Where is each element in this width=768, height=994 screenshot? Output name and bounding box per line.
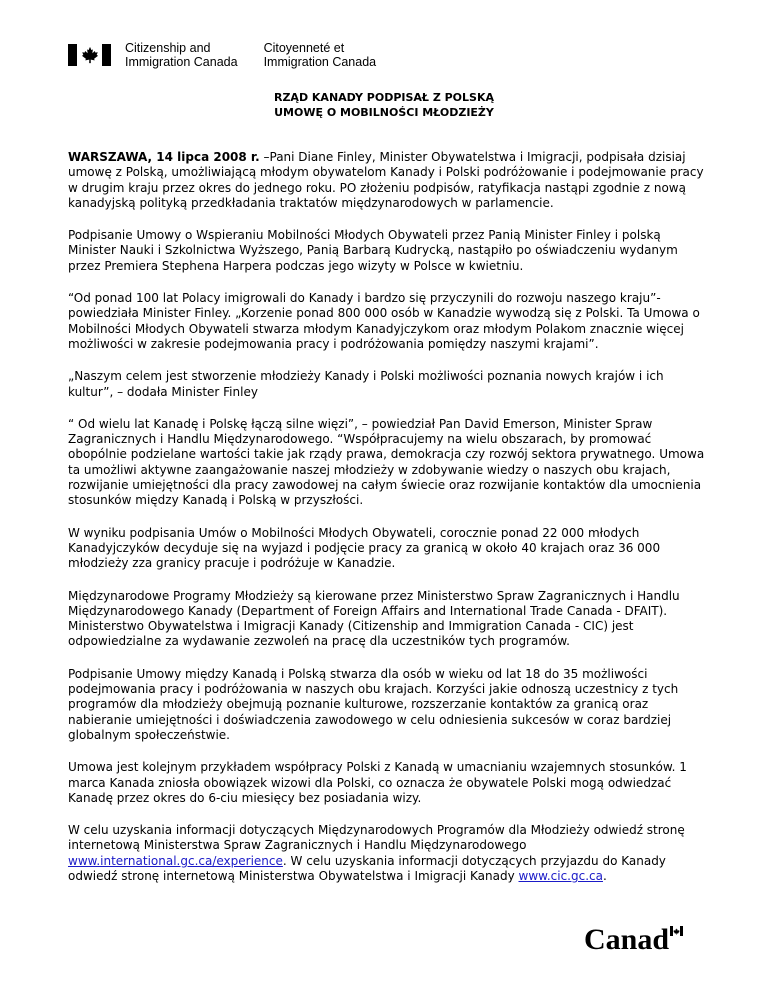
paragraph-10-text-3: . — [602, 868, 607, 883]
paragraph-9: Umowa jest kolejnym przykładem współpracy Polski z Kanadą w umacnianiu wzajemnych stosunków. 1 marca Kanada zniosła obowiązek wizowi dla Polski, co oznacza że obywatele Polski mogą odwiedzać Kanadę przez okres do 6-ciu miesięcy bez posiadania wizy. — [68, 760, 687, 805]
paragraph-10 — [68, 823, 708, 884]
paragraph-4: „Naszym celem jest stworzenie młodzieży Kanady i Polski możliwości poznania nowych krajów i ich kultur”, – dodała Minister Finley — [68, 369, 664, 399]
paragraph-7: Międzynarodowe Programy Młodzieży są kierowane przez Ministerstwo Spraw Zagranicznych i Handlu Międzynarodowego Kanady (Department of Foreign Affairs and International Trade Canada - DFAIT). Ministerstwo Obywatelstwa i Imigracji Kanady (Citizenship and Immigration Canada - CIC) jest odpowiedzialne za wydawanie zezwoleń na pracę dla uczestników tych programów. — [68, 588, 680, 649]
department-en-line2: Immigration Canada — [125, 55, 238, 69]
document-title — [0, 90, 768, 120]
paragraph-2: Podpisanie Umowy o Wspieraniu Mobilności Młodych Obywateli przez Panią Minister Finley i polską Minister Nauki i Szkolnictwa Wyższego, Panią Barbarą Kudrycką, nastąpiło po oświadczeniu wydanym przez Premiera Stephena Harpera podczas jego wizyty w Polsce w kwietniu. — [68, 228, 678, 273]
department-name-french — [264, 41, 377, 69]
department-fr-line2: Immigration Canada — [263, 55, 377, 69]
paragraph-10-text-1: W celu uzyskania informacji dotyczących Międzynarodowych Programów dla Młodzieży odwiedź stronę internetową Ministerstwa Spraw Zagranicznych i Handlu Międzynarodowego — [68, 823, 685, 853]
title-line1: RZĄD KANADY PODPISAŁ Z POLSKĄ — [273, 91, 495, 104]
canada-wordmark — [584, 925, 683, 955]
department-en-line1: Citizenship and — [125, 41, 211, 55]
international-experience-link[interactable]: www.international.gc.ca/experience — [68, 853, 283, 868]
paragraph-1 — [68, 150, 708, 211]
document-body — [68, 150, 708, 901]
government-signature — [68, 41, 376, 79]
title-line2: UMOWĘ O MOBILNOŚCI MŁODZIEŻY — [274, 106, 494, 119]
dateline: WARSZAWA, 14 lipca 2008 r. — [68, 150, 260, 164]
paragraph-5: “ Od wielu lat Kanadę i Polskę łączą silne więzi”, – powiedział Pan David Emerson, Minister Spraw Zagranicznych i Handlu Międzynarodowego. “Współpracujemy na wielu obszarach, by promować obopólnie podzielane wartości takie jak rządy prawa, demokracja czy rozwój sektora prywatnego. Umowa ta umożliwi aktywne zaangażowanie naszej młodzieży w zdobywanie wiedzy o naszych obu krajach, rozwijanie umiejętności dla pracy zawodowej na całym świecie oraz rozwijanie kontaktów dla umocnienia stosunków między Kanadą i Polską w przyszłości. — [68, 416, 705, 508]
department-fr-line1: Citoyenneté et — [263, 41, 345, 55]
paragraph-3: “Od ponad 100 lat Polacy imigrowali do Kanady i bardzo się przyczynili do rozwoju naszego kraju”- powiedziała Minister Finley. „Korzenie ponad 800 000 osób w Kanadzie wywodzą się z Polski. Ta Umowa o Mobilności Młodych Obywateli stwarza młodym Kanadyjczykom oraz młodym Polakom znacznie więcej możliwości w zakresie podejmowania pracy i podróżowania pomiędzy naszymi krajami”. — [68, 291, 700, 351]
paragraph-1-text: –Pani Diane Finley, Minister Obywatelstwa i Imigracji, podpisała dzisiaj umowę z Polską, umożliwiającą młodym obywatelom Kanady i Polski podróżowanie i podejmowanie pracy w drugim kraju przez okres do jednego roku. PO złożeniu podpisów, ratyfikacja nastąpi zgodnie z nową kanadyjską polityką przedkładania traktatów międzynarodowych w parlamencie. — [68, 150, 704, 210]
wordmark-text: Canad — [584, 923, 670, 956]
paragraph-8: Podpisanie Umowy między Kanadą i Polską stwarza dla osób w wieku od lat 18 do 35 możliwości podejmowania pracy i podróżowania w naszych obu krajach. Korzyści jakie odnoszą uczestnicy z tych programów dla młodzieży obejmują poznanie kulturowe, rozszerzanie kontaktów za granicą oraz nabieranie umiejętności i doświadczenia zawodowego w celu odniesienia sukcesów w coraz bardziej globalnym społeczeństwie. — [68, 666, 679, 742]
paragraph-10-text-2: . W celu uzyskania informacji dotyczących przyjazdu do Kanady odwiedź stronę internetową Ministerstwa Obywatelstwa i Imigracji Kanady — [68, 853, 666, 883]
department-name-english — [125, 41, 238, 69]
cic-website-link[interactable]: www.cic.gc.ca — [518, 868, 603, 883]
canada-flag-icon — [68, 44, 111, 66]
paragraph-6: W wyniku podpisania Umów o Mobilności Młodych Obywateli, corocznie ponad 22 000 młodych Kanadyjczyków decyduje się na wyjazd i podjęcie pracy za granicą w około 40 krajach oraz 36 000 młodzieży zza granicy pracuje i podróżuje w Kanadzie. — [68, 525, 661, 571]
wordmark-flag-icon — [670, 926, 683, 936]
